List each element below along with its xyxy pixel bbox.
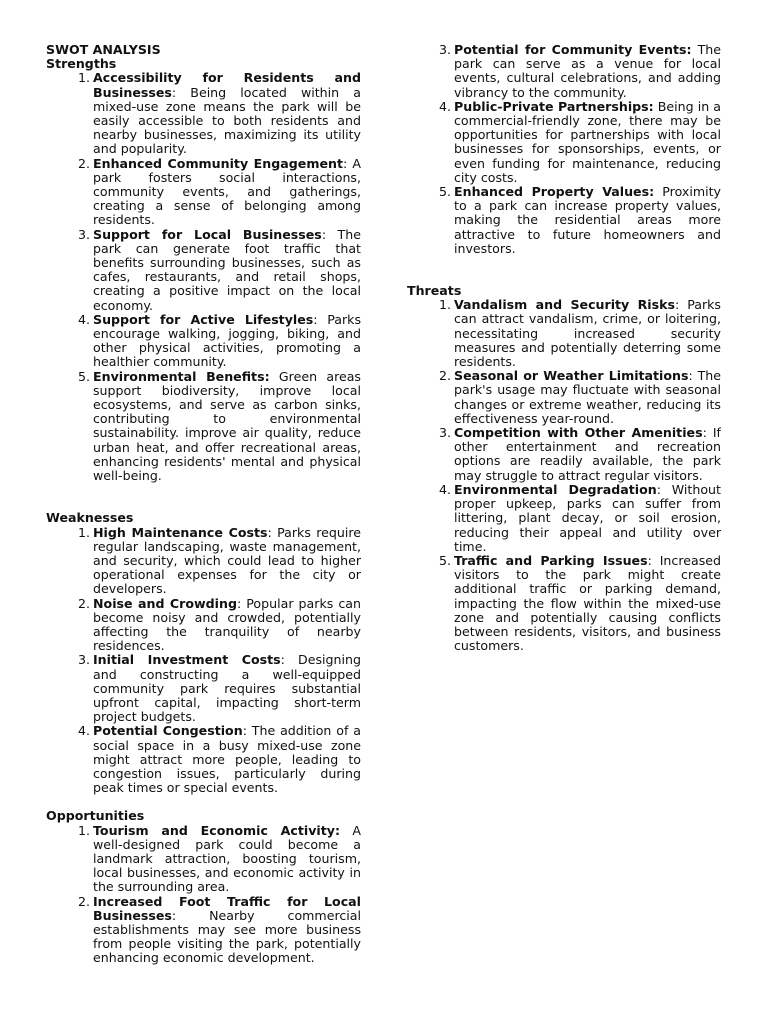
item-term: Support for Local Businesses bbox=[93, 226, 322, 242]
item-separator: : bbox=[267, 524, 272, 540]
item-number: 2. bbox=[438, 368, 451, 384]
item-number: 3. bbox=[438, 425, 451, 441]
item-number: 4. bbox=[77, 311, 90, 327]
item-term: Accessibility for Residents and Businesses bbox=[93, 70, 361, 100]
item-term: Initial Investment Costs bbox=[93, 652, 281, 668]
opportunities-item bbox=[438, 42, 721, 100]
item-description: Green areas support biodiversity, improve local ecosystems, and serve as carbon sinks, contributing to environmental sustainability. improve air quality, reduce urban heat, and offer recreational areas, enhancing residents' mental and physical well-being. bbox=[93, 368, 361, 484]
item-description: The addition of a social space in a busy mixed-use zone might attract more people, leading to congestion issues, particularly during peak times or special events. bbox=[93, 723, 361, 796]
item-term: Public-Private Partnerships: bbox=[454, 98, 654, 114]
item-number: 5. bbox=[438, 552, 451, 568]
item-number: 1. bbox=[438, 297, 451, 313]
threats-item bbox=[438, 425, 721, 483]
weaknesses-item bbox=[77, 524, 362, 597]
item-description: The park's usage may fluctuate with seasonal changes or extreme weather, reducing its effectiveness year-round. bbox=[454, 368, 721, 426]
item-number: 4. bbox=[438, 98, 451, 114]
item-number: 4. bbox=[438, 481, 451, 497]
item-separator: : bbox=[171, 84, 177, 100]
item-number: 1. bbox=[77, 524, 90, 540]
item-separator: : bbox=[656, 481, 661, 497]
strengths-item bbox=[77, 368, 361, 484]
opportunities-list bbox=[46, 824, 361, 966]
strengths-item bbox=[77, 311, 362, 370]
threats-item bbox=[438, 297, 721, 370]
item-description: Being in a commercial-friendly zone, there may be opportunities for partnerships with local businesses for sponsorships, events, or even funding for maintenance, reducing city costs. bbox=[454, 98, 721, 185]
item-separator: : bbox=[342, 155, 348, 171]
opportunities-item bbox=[438, 98, 721, 185]
threats-item bbox=[438, 368, 721, 426]
strengths-heading: Strengths bbox=[46, 56, 117, 72]
item-description: Parks encourage walking, jogging, biking, and other physical activities, promoting a healthier community. bbox=[93, 311, 362, 370]
item-number: 5. bbox=[77, 368, 90, 384]
opportunities-heading: Opportunities bbox=[46, 808, 145, 824]
weaknesses-item bbox=[77, 595, 361, 654]
item-description: The park can generate foot traffic that benefits surrounding businesses, such as cafes, restaurants, and retail shops, creating a positive impact on the local economy. bbox=[93, 226, 361, 313]
item-term: Potential Congestion bbox=[93, 723, 243, 739]
item-term: High Maintenance Costs bbox=[93, 524, 268, 540]
item-description: Parks can attract vandalism, crime, or loitering, necessitating increased security measures and potentially deterring some residents. bbox=[454, 297, 721, 370]
item-number: 1. bbox=[77, 822, 90, 838]
threats-item bbox=[438, 481, 721, 554]
weaknesses-list bbox=[46, 526, 361, 796]
spacer bbox=[407, 256, 721, 284]
item-description: Designing and constructing a well-equipped community park requires substantial upfront capital, impacting short-term project budgets. bbox=[93, 652, 361, 725]
item-description: A park fosters social interactions, community events, and gatherings, creating a sense of belonging among residents. bbox=[93, 155, 361, 228]
item-term: Tourism and Economic Activity: bbox=[93, 822, 340, 838]
item-term: Vandalism and Security Risks bbox=[454, 297, 675, 313]
strengths-item bbox=[77, 226, 361, 313]
threats-heading: Threats bbox=[407, 283, 462, 299]
item-separator: : bbox=[171, 907, 177, 923]
opportunities-list-continued bbox=[407, 43, 721, 256]
item-separator: : bbox=[280, 652, 285, 668]
strengths-item bbox=[77, 155, 361, 228]
item-separator: : bbox=[675, 297, 680, 313]
weaknesses-item bbox=[77, 723, 361, 796]
item-term: Environmental Benefits: bbox=[93, 368, 270, 384]
item-term: Support for Active Lifestyles bbox=[93, 311, 314, 327]
item-description: Increased visitors to the park might create additional traffic or parking demand, impacting the flow within the mixed-use zone and potentially causing conflicts between residents, visitors, and business customers. bbox=[454, 552, 721, 654]
item-description: The park can serve as a venue for local events, cultural celebrations, and adding vibrancy to the community. bbox=[454, 42, 721, 100]
item-number: 4. bbox=[77, 723, 90, 739]
item-description: Nearby commercial establishments may see more business from people visiting the park, potentially enhancing economic development. bbox=[93, 907, 361, 966]
item-separator: : bbox=[236, 595, 242, 611]
item-number: 5. bbox=[438, 184, 451, 200]
spacer bbox=[46, 795, 361, 809]
item-description: Proximity to a park can increase property values, making the residential areas more attractive to future homeowners and investors. bbox=[454, 184, 721, 256]
item-term: Noise and Crowding bbox=[93, 595, 237, 611]
item-term: Traffic and Parking Issues bbox=[454, 552, 648, 568]
item-description: If other entertainment and recreation options are readily available, the park may struggle to attract regular visitors. bbox=[454, 425, 721, 483]
item-separator: : bbox=[688, 368, 693, 384]
item-separator: : bbox=[242, 723, 247, 739]
item-number: 2. bbox=[77, 595, 90, 611]
item-term: Enhanced Property Values: bbox=[454, 184, 655, 200]
threats-list bbox=[407, 298, 721, 653]
strengths-list bbox=[46, 71, 361, 483]
item-term: Enhanced Community Engagement bbox=[93, 155, 343, 171]
left-column bbox=[46, 43, 361, 966]
item-description: Popular parks can become noisy and crowded, potentially affecting the tranquility of nearby residences. bbox=[93, 595, 361, 654]
item-term: Competition with Other Amenities bbox=[454, 425, 703, 441]
item-separator: : bbox=[321, 226, 327, 242]
strengths-item bbox=[77, 70, 361, 157]
item-term: Environmental Degradation bbox=[454, 481, 657, 497]
weaknesses-heading: Weaknesses bbox=[46, 510, 134, 526]
opportunities-item bbox=[77, 822, 361, 895]
opportunities-item bbox=[438, 184, 721, 256]
spacer bbox=[46, 483, 361, 511]
item-term: Seasonal or Weather Limitations bbox=[454, 368, 689, 384]
item-term: Potential for Community Events: bbox=[454, 42, 692, 57]
item-number: 3. bbox=[77, 226, 90, 242]
item-number: 2. bbox=[77, 155, 90, 171]
document-title: SWOT ANALYSIS bbox=[46, 42, 161, 57]
item-number: 3. bbox=[77, 652, 90, 668]
item-term: Increased Foot Traffic for Local Businesses bbox=[93, 893, 361, 923]
item-separator: : bbox=[647, 552, 652, 568]
item-separator: : bbox=[702, 425, 707, 441]
item-number: 1. bbox=[77, 70, 90, 86]
opportunities-item bbox=[77, 893, 361, 966]
threats-item bbox=[438, 552, 721, 654]
item-number: 3. bbox=[438, 42, 451, 57]
item-description: Without proper upkeep, parks can suffer from littering, plant decay, or soil erosion, reducing their appeal and utility over time. bbox=[454, 481, 721, 554]
item-separator: : bbox=[313, 311, 318, 327]
item-description: Parks require regular landscaping, waste management, and security, which could lead to higher operational expenses for the city or developers. bbox=[93, 524, 362, 597]
right-column bbox=[407, 43, 721, 653]
weaknesses-item bbox=[77, 652, 361, 725]
item-description: A well-designed park could become a landmark attraction, boosting tourism, local businesses, and economic activity in the surrounding area. bbox=[93, 822, 361, 895]
item-description: Being located within a mixed-use zone means the park will be easily accessible to both residents and nearby businesses, maximizing its utility and popularity. bbox=[93, 84, 361, 157]
item-number: 2. bbox=[77, 893, 90, 909]
